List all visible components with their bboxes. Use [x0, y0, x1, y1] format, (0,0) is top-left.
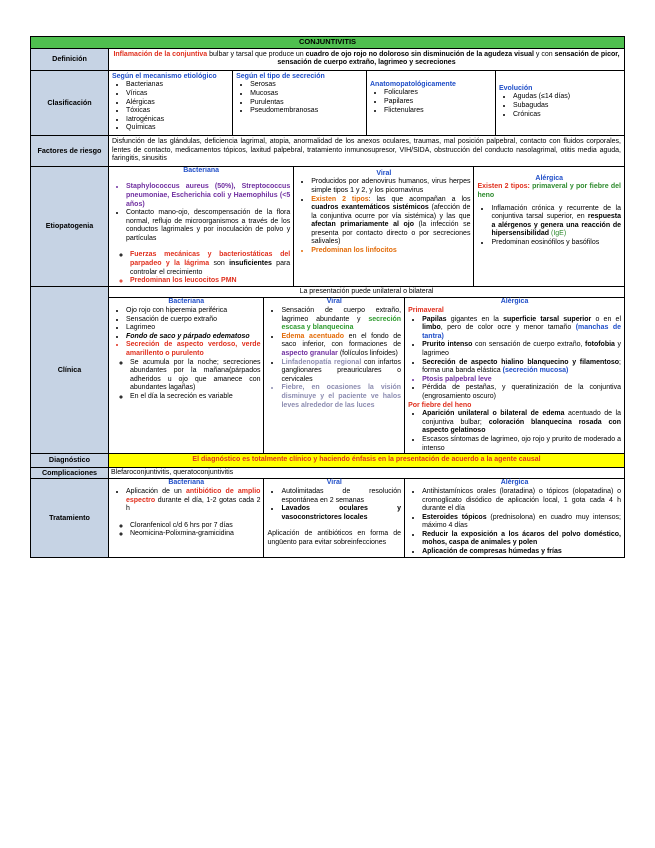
clinica-bacteriana — [109, 298, 264, 453]
factores-text: Disfunción de las glándulas, deficiencia lagrimal, atopia, anormalidad de los anexos oculares, traumas, mal posición palpebral, contacto con fluidos corporales, lentes de contacto, medicamentos tópicos, laxitud palpebral, tratamiento inmunosupresor, VIH/SIDA, obstrucción del conducto nasolagrimal, otitis media aguda, faringitis, sinusitis — [109, 135, 625, 166]
definicion-red: Inflamación de la conjuntiva — [113, 50, 208, 58]
list-item: • Flictenulares — [384, 107, 492, 116]
list-item — [130, 251, 290, 277]
etio-viral-title: Viral — [376, 169, 392, 177]
clin-al-p1b3: limbo — [422, 324, 441, 332]
trat-alergica-list — [408, 488, 621, 557]
list-item: • Secreción de aspecto verdoso, verde amarillento o purulento — [126, 341, 260, 358]
list-item — [281, 359, 401, 385]
trat-bacteriana-list — [112, 488, 260, 514]
list-item: • Papilares — [384, 98, 492, 107]
clin-al-h1b: Aparición unilateral o bilateral de edema — [422, 410, 565, 418]
list-item: • Pseudomembranosas — [250, 107, 363, 116]
trat-viral-title: Viral — [326, 479, 342, 487]
list-item — [422, 359, 621, 376]
list-item — [422, 316, 621, 342]
label-clinica: Clínica — [31, 286, 109, 453]
definicion-text — [109, 48, 625, 70]
clasificacion-grid — [109, 71, 624, 135]
etio-viral-i2b: cuadros exantemáticos sistémicos — [311, 204, 429, 212]
list-item: • Iatrogénicas — [126, 116, 229, 125]
etio-viral — [294, 167, 474, 286]
etio-bacteriana-list — [112, 183, 290, 243]
clinica-bacteriana-title: Bacteriana — [168, 298, 205, 306]
clinica-bacteriana-list — [112, 307, 260, 359]
clinica-alergica-heno: Por fiebre del heno — [408, 401, 472, 409]
clinica-grid — [109, 298, 624, 453]
list-item: ◦ Se acumula por la noche; secreciones abundantes por la mañana(párpados adheridos u ojo que amanece con abundantes lagañas) — [130, 359, 260, 393]
trat-alergica-title: Alérgica — [500, 479, 529, 487]
etio-viral-i2t3: (la infección se presenta por contacto directo o por secreciones salivales) — [311, 221, 471, 246]
clin-al-p1b2: superficie tarsal superior — [503, 315, 592, 323]
clasif-mecanismo — [109, 71, 233, 135]
etio-bac-c1t2: para controlar el crecimiento — [130, 260, 291, 276]
tratamiento-cell — [109, 479, 625, 557]
etio-viral-i2t2: (afección de la conjuntiva ocurre por vía sistémica) y las que — [311, 204, 471, 220]
label-etiopatogenia: Etiopatogenia — [31, 166, 109, 286]
trat-bac-i1r: antibiótico de amplio espectro — [126, 487, 261, 504]
row-complicaciones — [31, 467, 625, 479]
list-item: • Mucosas — [250, 90, 363, 99]
clin-al-p3t: ; forma una banda elástica — [422, 358, 621, 375]
list-item: • Purulentas — [250, 99, 363, 108]
etio-bac-c1red: Fuerzas mecánicas y bacteriostáticas del parpadeo y la lágrima — [130, 251, 291, 268]
list-item: • Aplicación de compresas húmedas y frías — [422, 548, 621, 557]
label-diagnostico: Diagnóstico — [31, 454, 109, 468]
definicion-t1: bulbar y tarsal que produce un — [207, 50, 306, 58]
list-item: ◦ En el día la secreción es variable — [130, 393, 260, 402]
clasif-secrecion — [233, 71, 367, 135]
clin-al-h1t: acentuado de la conjuntiva bulbar; — [422, 410, 621, 426]
list-item — [491, 205, 621, 239]
list-item — [422, 341, 621, 358]
clinica-bacteriana-sublist — [112, 359, 260, 402]
list-item: • Crónicas — [513, 111, 621, 120]
label-clasificacion: Clasificación — [31, 70, 109, 135]
complicaciones-text: Blefaroconjuntivitis, queratoconjuntivitis — [109, 467, 625, 479]
clinica-cell — [109, 286, 625, 453]
clinica-alergica-prim-list — [408, 316, 621, 402]
clasif-mecanismo-list — [112, 81, 229, 133]
trat-bac-i1t2: durante el día, 1-2 gotas cada 2 h — [126, 496, 261, 513]
list-item: • Alérgicas — [126, 99, 229, 108]
etio-alergica-i1t: Inflamación crónica y recurrente de la conjuntiva tarsal superior, en — [491, 204, 621, 221]
clin-al-p1t2: o en el — [591, 315, 621, 323]
clasif-evolucion — [495, 71, 624, 135]
clinica-alergica — [405, 298, 624, 453]
clin-al-p3x: (secreción mucosa) — [502, 367, 569, 375]
list-item: • Producidos por adenovirus humanos, virus herpes simple tipos 1 y 2, y los picornavirus — [311, 178, 470, 195]
etio-bacteriana-sublist — [112, 251, 290, 285]
clasificacion-cell — [109, 70, 625, 135]
trat-bacteriana-sublist — [112, 522, 260, 539]
conjuntivitis-table — [30, 36, 625, 558]
list-item — [281, 333, 401, 359]
list-item: • Ptosis palpebral leve — [422, 376, 621, 385]
etio-bac-c1b: insuficientes — [229, 260, 272, 268]
list-item: • Reducir la exposición a los ácaros del polvo doméstico, mohos, caspa de animales y polen — [422, 531, 621, 548]
clinica-alergica-title: Alérgica — [500, 298, 529, 306]
clinica-viral-i2t: en el fondo de saco inferior, con formaciones de — [281, 332, 402, 349]
etio-alergica — [474, 167, 624, 286]
clin-al-p1b: Papilas — [422, 315, 447, 323]
list-item: • Autolimitadas de resolución espontánea en 2 semanas — [281, 488, 401, 505]
trat-viral-p: Aplicación de antibióticos en forma de ungüento para evitar sobreinfecciones — [267, 530, 402, 546]
list-item: • Predominan eosinófilos y basófilos — [491, 239, 621, 248]
clinica-viral — [264, 298, 405, 453]
list-item: • Lavados oculares y vasoconstrictores locales — [281, 505, 401, 522]
clinica-viral-list — [267, 307, 401, 410]
row-clasificacion — [31, 70, 625, 135]
row-factores — [31, 135, 625, 166]
list-item — [422, 410, 621, 436]
list-item: • Staphylococcus aureus (50%), Streptococcus pneumoniae, Escherichia coli y Haemophilus (<5 años) — [126, 183, 290, 209]
definicion-b2: sensación de picor, sensación de cuerpo extraño, lagrimeo y secreciones — [277, 50, 620, 67]
list-item: • Antihistamínicos orales (loratadina) o tópicos (olopatadina) o cromoglicato disódico de aplicación local, 1 gota cada 4 h durante el día — [422, 488, 621, 514]
trat-alergica — [405, 479, 624, 556]
etio-viral-i2b2: afectan primariamente al ojo — [311, 221, 414, 229]
etio-viral-list — [297, 178, 470, 255]
list-item — [422, 514, 621, 531]
clasif-anatomo — [366, 71, 495, 135]
clasif-evolucion-title: Evolución — [498, 84, 533, 92]
list-item: • Escasos síntomas de lagrimeo, ojo rojo y prurito de moderado a intenso — [422, 436, 621, 453]
clasif-evolucion-list — [499, 93, 621, 119]
row-clinica — [31, 286, 625, 453]
row-diagnostico — [31, 454, 625, 468]
etio-bacteriana — [109, 167, 294, 286]
clinica-viral-i2o: Edema acentuado — [281, 332, 345, 340]
clinica-viral-i1g: secreción escasa y blanquecina — [281, 315, 402, 332]
list-item — [126, 488, 260, 514]
trat-bac-i1t: Aplicación de un — [126, 487, 186, 495]
clin-al-p2t2: y lagrimeo — [422, 341, 621, 357]
etio-alergica-list — [477, 205, 621, 248]
clinica-viral-i1t: Sensación de cuerpo extraño, lagrimeo abundante y — [281, 307, 402, 323]
list-item: ◦ Cloranfenicol c/d 6 hrs por 7 días — [130, 522, 260, 531]
clinica-intro: La presentación puede unilateral o bilateral — [109, 287, 624, 299]
clin-al-p1t3: , pero de color ocre y menor tamaño — [440, 324, 576, 332]
clinica-viral-title: Viral — [326, 298, 342, 306]
label-tratamiento: Tratamiento — [31, 479, 109, 557]
trat-viral — [264, 479, 405, 556]
list-item: • Sensación de cuerpo extraño — [126, 316, 260, 325]
label-complicaciones: Complicaciones — [31, 467, 109, 479]
table-title: CONJUNTIVITIS — [31, 37, 625, 49]
etio-alergica-i1g: (IgE) — [549, 230, 567, 238]
list-item: • Lagrimeo — [126, 324, 260, 333]
list-item — [281, 307, 401, 333]
list-item: • Agudas (≤14 días) — [513, 93, 621, 102]
etio-alergica-i1b: respuesta a alérgenos y genera una reacción de hipersensibilidad — [491, 213, 621, 238]
diagnostico-text: El diagnóstico es totalmente clínico y haciendo énfasis en la presentación de acuerdo a la agente causal — [109, 454, 625, 468]
etio-alergica-h2: primaveral y por fiebre del heno — [477, 183, 621, 199]
etio-bac-c1t: son — [209, 260, 230, 268]
clasif-mecanismo-title: Según el mecanismo etiológico — [112, 72, 217, 80]
list-item: • Predominan los linfocitos — [311, 247, 470, 256]
trat-al-i2t: (prednisolona) en cuadro muy intensos; máximo 4 días — [422, 513, 621, 530]
clinica-viral-i2t2: (folículos linfoides) — [337, 350, 398, 357]
row-etiopatogenia — [31, 166, 625, 286]
etio-bacteriana-title: Bacteriana — [183, 166, 219, 174]
clinica-viral-i3t: con infartos ganglionares preauriculares o cervicales — [281, 358, 402, 383]
etio-alergica-title: Alérgica — [535, 174, 564, 182]
clasif-anatomo-title: Anatomopatológicamente — [369, 80, 456, 88]
clin-al-p2b2: fotofobia — [585, 341, 615, 349]
row-definicion — [31, 48, 625, 70]
clin-al-p3b: Secreción de aspecto hialino blanquecino y filamentoso — [422, 358, 620, 366]
list-item: ◦ Neomicina-Polixmina-gramicidina — [130, 530, 260, 539]
list-item: • Tóxicas — [126, 107, 229, 116]
clin-al-p1t: gigantes en la — [446, 315, 504, 323]
clasif-anatomo-list — [370, 89, 492, 115]
clasif-secrecion-title: Según el tipo de secreción — [236, 72, 325, 80]
list-item: • Ojo rojo con hiperemia periférica — [126, 307, 260, 316]
list-item: • Bacterianas — [126, 81, 229, 90]
trat-al-i2b: Esteroides tópicos — [422, 513, 487, 521]
clinica-viral-i2p: aspecto granular — [281, 350, 338, 357]
label-definicion: Definición — [31, 48, 109, 70]
row-tratamiento — [31, 479, 625, 557]
etio-viral-i2o: Existen 2 tipos — [311, 195, 369, 203]
etio-alergica-header — [477, 183, 621, 200]
list-item — [311, 196, 470, 248]
list-item: • Químicas — [126, 124, 229, 133]
tratamiento-grid — [109, 479, 624, 556]
clin-al-p1x: (manchas de tantra) — [422, 324, 622, 340]
clin-al-p2t: con sensación de cuerpo extraño, — [472, 341, 586, 349]
definicion-b1: cuadro de ojo rojo no doloroso sin disminución de la agudeza visual — [305, 50, 534, 58]
list-item: • Serosas — [250, 81, 363, 90]
etio-viral-i2t: : las que acompañan a los — [368, 195, 471, 203]
trat-viral-list — [267, 488, 401, 522]
list-item: • Foliculares — [384, 89, 492, 98]
definicion-t2: y con — [533, 50, 555, 58]
etio-grid — [109, 167, 624, 286]
clinica-alergica-prim: Primaveral — [408, 307, 444, 315]
clasif-secrecion-list — [236, 81, 363, 115]
clinica-viral-i3p: Linfadenopatía regional — [281, 358, 362, 366]
list-item: • Pérdida de pestañas, y queratinización de la conjuntiva (engrosamiento oscuro) — [422, 384, 621, 401]
trat-bacteriana — [109, 479, 264, 556]
list-item: • Contacto mano-ojo, descompensación de la flora normal, reflujo de microorganismos a través de los conductos lagrimales y por inoculación de polvo y partículas — [126, 209, 290, 243]
etio-cell — [109, 166, 625, 286]
trat-bacteriana-title: Bacteriana — [168, 479, 205, 487]
etio-alergica-h1: Existen 2 tipos: — [477, 183, 533, 191]
list-item: • Víricas — [126, 90, 229, 99]
list-item: • Fiebre, en ocasiones la visión disminuye y el paciente ve halos leves alrededor de las luces — [281, 384, 401, 410]
list-item: ◦ Predominan los leucocitos PMN — [130, 277, 290, 286]
clin-al-p2b: Prurito intenso — [422, 341, 473, 349]
clin-al-h1b2: coloración blanquecina rosada con aspecto gelatinoso — [422, 418, 621, 435]
clinica-alergica-heno-list — [408, 410, 621, 453]
list-item: • Subagudas — [513, 102, 621, 111]
label-factores: Factores de riesgo — [31, 135, 109, 166]
list-item: • Fondo de saco y párpado edematoso — [126, 333, 260, 342]
